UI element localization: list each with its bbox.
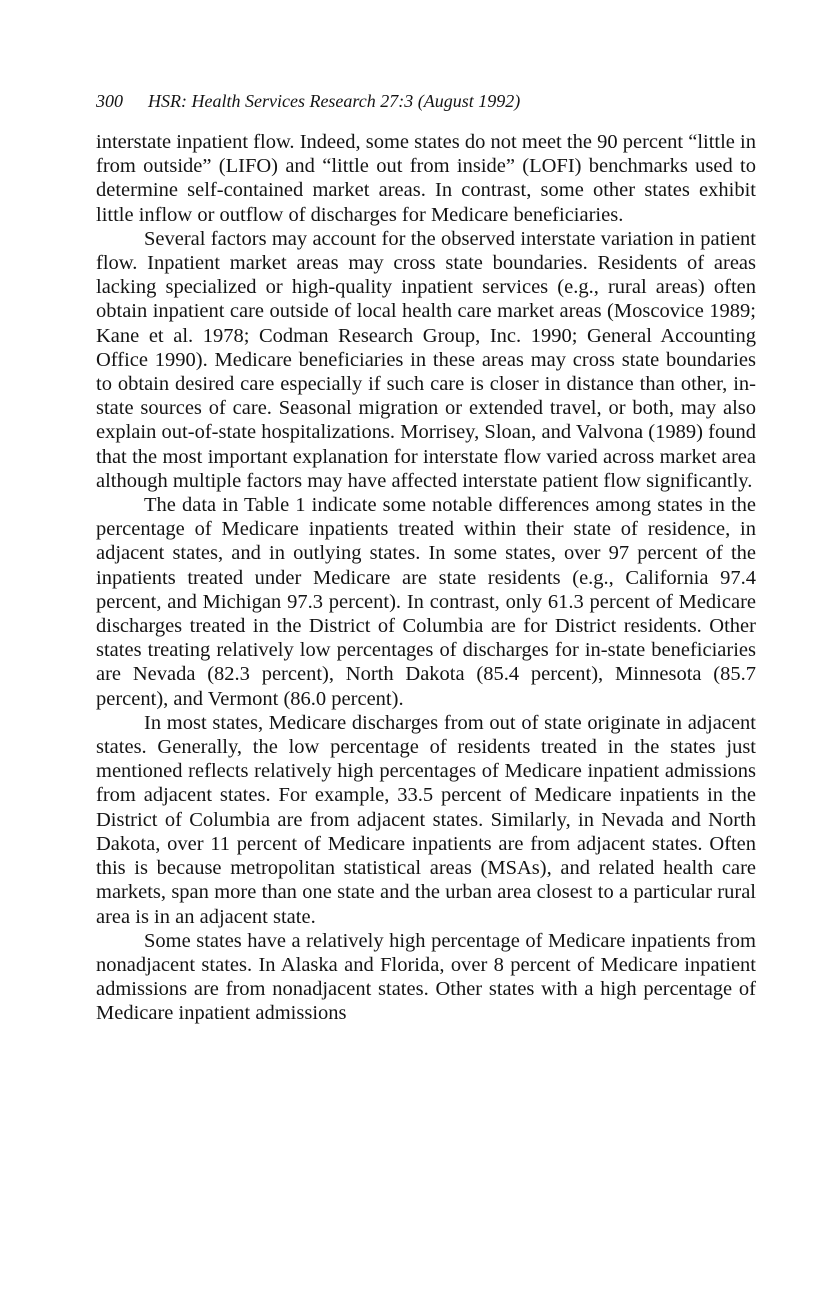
- journal-citation: HSR: Health Services Research 27:3 (August 1992): [148, 91, 521, 111]
- running-head: [96, 88, 756, 114]
- body-paragraph-3: The data in Table 1 indicate some notable differences among states in the percentage of Medicare inpatients treated within their state of residence, in adjacent states, and in outlying states. In some states, over 97 percent of the inpatients treated under Medicare are state residents (e.g., California 97.4 percent, and Michigan 97.3 percent). In contrast, only 61.3 percent of Medicare discharges treated in the District of Columbia are for District residents. Other states treating relatively low percentages of discharges for in-state beneficiaries are Nevada (82.3 percent), North Dakota (85.4 percent), Minnesota (85.7 percent), and Vermont (86.0 percent).: [96, 494, 756, 710]
- body-paragraph-2: Several factors may account for the observed interstate variation in patient flow. Inpatient market areas may cross state boundaries. Residents of areas lacking specialized or high-quality inpatient services (e.g., rural areas) often obtain inpatient care outside of local health care market areas (Moscovice 1989; Kane et al. 1978; Codman Research Group, Inc. 1990; General Accounting Office 1990). Medicare beneficiaries in these areas may cross state boundaries to obtain desired care especially if such care is closer in distance than other, in-state sources of care. Seasonal migration or extended travel, or both, may also explain out-of-state hospitalizations. Morrisey, Sloan, and Valvona (1989) found that the most important explanation for interstate flow varied across market area although multiple factors may have affected interstate patient flow significantly.: [96, 227, 756, 492]
- body-paragraph-5: Some states have a relatively high percentage of Medicare inpatients from nonadjacent states. In Alaska and Florida, over 8 percent of Medicare inpatient admissions are from nonadjacent states. Other states with a high percentage of Medicare inpatient admissions: [96, 929, 756, 1025]
- body-paragraph-4: In most states, Medicare discharges from out of state originate in adjacent states. Generally, the low percentage of residents treated in the states just mentioned reflects relatively high percentages of Medicare inpatient admissions from adjacent states. For example, 33.5 percent of Medicare inpatients in the District of Columbia are from adjacent states. Similarly, in Nevada and North Dakota, over 11 percent of Medicare inpatients are from adjacent states. Often this is because metropolitan statistical areas (MSAs), and related health care markets, span more than one state and the urban area closest to a particular rural area is in an adjacent state.: [96, 711, 756, 928]
- body-paragraph-1: interstate inpatient flow. Indeed, some states do not meet the 90 percent “little in from outside” (LIFO) and “little out from inside” (LOFI) benchmarks used to determine self-contained market areas. In contrast, some other states exhibit little inflow or outflow of discharges for Medicare beneficiaries.: [96, 131, 756, 226]
- page-content: [96, 88, 756, 1026]
- page-number: 300: [96, 91, 123, 111]
